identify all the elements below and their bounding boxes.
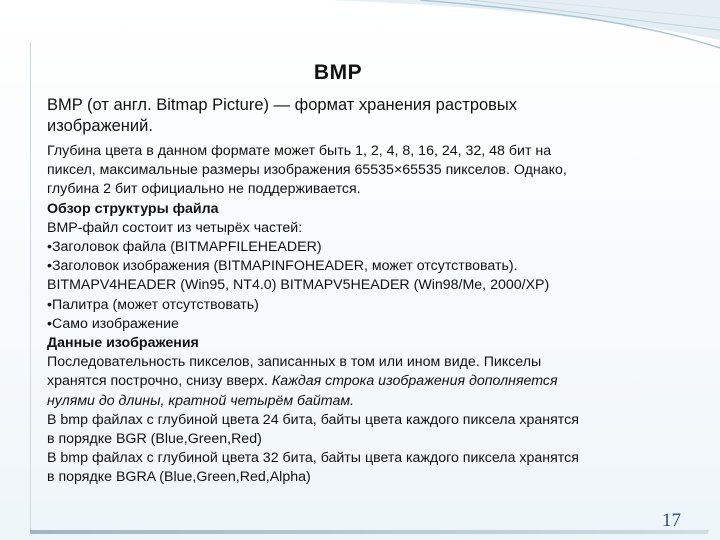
depth-line: Глубина цвета в данном формате может быть 1, 2, 4, 8, 16, 24, 32, 48 бит на	[47, 143, 552, 159]
slide-title: BMP	[313, 61, 363, 84]
structure-heading: Обзор структуры файла	[47, 200, 219, 217]
bgra-line: В bmp файлах с глубиной цвета 32 бита, байты цвета каждого пиксела хранятся	[47, 450, 579, 467]
page-number: 17	[662, 510, 681, 531]
depth-line: пиксел, максимальные размеры изображения 65535×65535 пикселов. Однако,	[47, 162, 567, 179]
structure-item: BITMAPV4HEADER (Win95, NT4.0) BITMAPV5HEADER (Win98/Me, 2000/XP)	[47, 277, 550, 294]
image-data-heading: Данные изображения	[47, 335, 199, 352]
structure-intro: BMP-файл состоит из четырёх частей:	[47, 219, 303, 236]
bgr-line: В bmp файлах с глубиной цвета 24 бита, байты цвета каждого пиксела хранятся	[47, 411, 579, 428]
image-data-line	[47, 372, 667, 391]
lead-line: BMP (от англ. Bitmap Picture) — формат хранения растровых	[47, 96, 518, 114]
frame-bottom-accent	[30, 530, 708, 534]
lead-line: изображений.	[47, 117, 153, 135]
structure-item: •Само изображение	[47, 315, 179, 332]
lead-paragraph	[47, 95, 667, 137]
image-data-italic-text: Каждая строка изображения дополняется	[271, 373, 558, 390]
depth-line: глубина 2 бит официально не поддерживается.	[47, 181, 361, 198]
structure-item: •Заголовок изображения (BITMAPINFOHEADER, может отсутствовать).	[47, 258, 518, 275]
structure-item: •Заголовок файла (BITMAPFILEHEADER)	[47, 239, 322, 256]
slide-body	[47, 95, 667, 488]
structure-item: •Палитра (может отсутствовать)	[47, 296, 259, 313]
bgr-line: в порядке BGR (Blue,Green,Red)	[47, 431, 262, 448]
image-data-italic-line: нулями до длины, кратной четырём байтам.	[47, 392, 355, 409]
image-data-line: Последовательность пикселов, записанных в том или ином виде. Пикселы	[47, 354, 542, 371]
bgra-line: в порядке BGRA (Blue,Green,Red,Alpha)	[47, 469, 311, 486]
image-data-text: хранятся построчно, снизу вверх.	[47, 373, 272, 390]
